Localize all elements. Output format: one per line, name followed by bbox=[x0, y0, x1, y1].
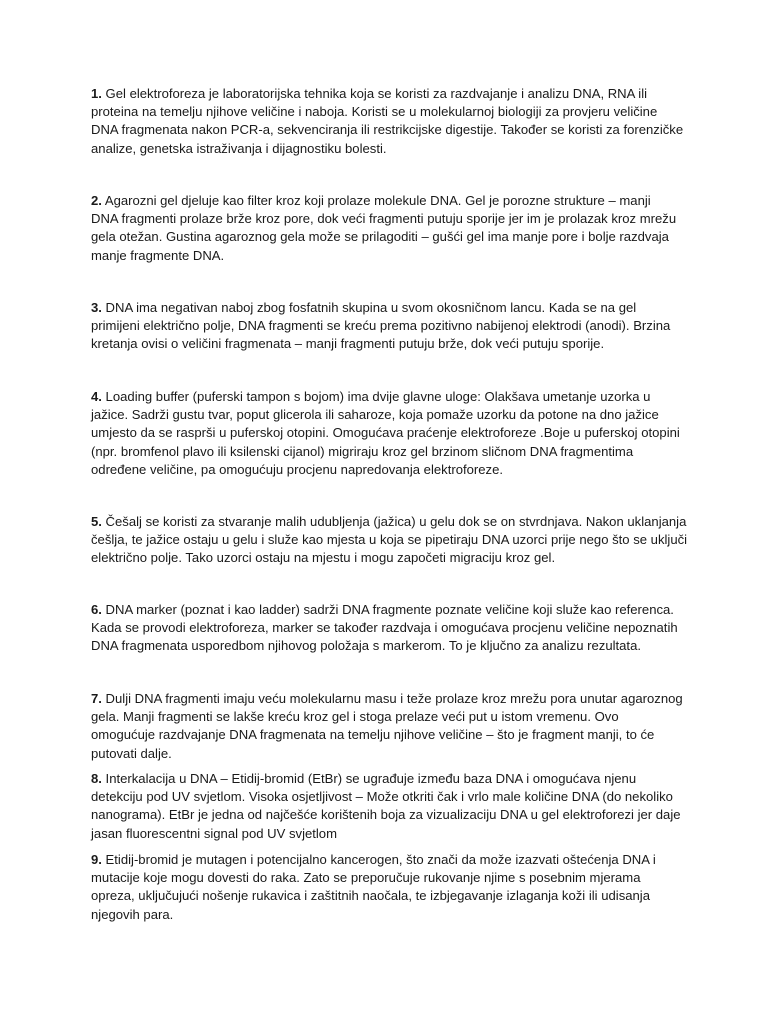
text-line: jasan fluorescentni signal pod UV svjetlom bbox=[91, 825, 338, 841]
text-line: opreza, uključujući nošenje rukavica i zaštitnih naočala, te izbjegavanje izlaganja koži ili udisanja bbox=[91, 888, 650, 904]
paragraph-9 bbox=[91, 851, 656, 924]
text-line: mutacije koje mogu dovesti do raka. Zato se preporučuje rukovanje njime s posebnim mjerama bbox=[91, 870, 641, 886]
text-line: DNA marker (poznat i kao ladder) sadrži DNA fragmente poznate veličine koji služe kao referenca. bbox=[101, 602, 674, 617]
text-line: analize, genetska istraživanja i dijagnostiku bolesti. bbox=[91, 140, 387, 156]
text-line: DNA fragmenti prolaze brže kroz pore, dok veći fragmenti putuju sporije jer im je prolazak kroz mrežu bbox=[91, 211, 677, 227]
text-line: Agarozni gel djeluje kao filter kroz koji prolaze molekule DNA. Gel je porozne strukture – manji bbox=[101, 193, 651, 208]
text-line: DNA fragmenata nakon PCR-a, sekvenciranja ili restrikcijske digestije. Također se koristi za forenzičke bbox=[91, 122, 684, 138]
paragraph-number: 6. bbox=[91, 602, 102, 617]
text-line: gela. Manji fragmenti se lakše kreću kroz gel i stoga prelaze veći put u istom vremenu. Ovo bbox=[91, 709, 619, 725]
text-line: određene veličine, pa omogućuju procjenu napredovanja elektroforeze. bbox=[91, 461, 503, 477]
paragraph-number: 7. bbox=[91, 691, 102, 706]
text-line: gela otežan. Gustina agaroznog gela može se prilagoditi – gušći gel ima manje pore i bolje razdvaja bbox=[91, 229, 669, 245]
paragraph-number: 9. bbox=[91, 852, 102, 867]
text-line: Interkalacija u DNA – Etidij-bromid (EtBr) se ugrađuje između baza DNA i omogućava njenu bbox=[101, 771, 637, 786]
text-line: češlja, te jažice ostaju u gelu i služe kao mjesta u koja se pipetiraju DNA uzorci prije nego što se uključi bbox=[91, 532, 688, 548]
text-line: putovati dalje. bbox=[91, 745, 172, 761]
text-line: primijeni električno polje, DNA fragmenti se kreću prema pozitivno nabijenoj elektrodi (anodi). Brzina bbox=[91, 318, 671, 334]
paragraph-6 bbox=[91, 601, 678, 656]
text-line: proteina na temelju njihove veličine i naboja. Koristi se u molekularnoj biologiji za provjeru veličine bbox=[91, 104, 658, 120]
text-line: DNA ima negativan naboj zbog fosfatnih skupina u svom okosničnom lancu. Kada se na gel bbox=[101, 300, 637, 315]
paragraph-number: 5. bbox=[91, 514, 102, 529]
text-line: DNA fragmenata usporedbom njihovog položaja s markerom. To je ključno za analizu rezultata. bbox=[91, 638, 641, 654]
text-line: Gel elektroforeza je laboratorijska tehnika koja se koristi za razdvajanje i analizu DNA, RNA ili bbox=[101, 86, 648, 101]
text-line: njegovih para. bbox=[91, 906, 174, 922]
paragraph-3 bbox=[91, 299, 670, 354]
text-line: nanograma). EtBr je jedna od najčešće korištenih boja za vizualizaciju DNA u gel elektroforezi jer daje bbox=[91, 807, 681, 823]
text-line: Češalj se koristi za stvaranje malih udubljenja (jažica) u gelu dok se on stvrdnjava. Nakon uklanjanja bbox=[101, 514, 687, 529]
text-line: (npr. bromfenol plavo ili ksilenski cijanol) migriraju kroz gel brzinom sličnom DNA fragmentima bbox=[91, 443, 634, 459]
text-line: Etidij-bromid je mutagen i potencijalno kancerogen, što znači da može izazvati oštećenja DNA i bbox=[101, 852, 656, 867]
text-line: kretanja ovisi o veličini fragmenata – manji fragmenti putuju brže, dok veći putuju sporije. bbox=[91, 336, 605, 352]
text-line: umjesto da se rasprši u puferskoj otopini. Omogućava praćenje elektroforeze .Boje u puferskoj otopini bbox=[91, 425, 680, 441]
paragraph-number: 2. bbox=[91, 193, 102, 208]
text-line: detekciju pod UV svjetlom. Visoka osjetljivost – Može otkriti čak i vrlo male količine DNA (do nekoliko bbox=[91, 789, 673, 805]
paragraph-5 bbox=[91, 513, 687, 568]
text-line: jažice. Sadrži gustu tvar, poput glicerola ili saharoze, koja pomaže uzorku da potone na dno jažice bbox=[91, 407, 659, 423]
paragraph-8 bbox=[91, 770, 681, 843]
paragraph-7 bbox=[91, 690, 683, 763]
text-line: Loading buffer (puferski tampon s bojom) ima dvije glavne uloge: Olakšava umetanje uzorka u bbox=[101, 389, 651, 404]
text-line: električno polje. Tako uzorci ostaju na mjestu i mogu započeti migraciju kroz gel. bbox=[91, 550, 556, 566]
paragraph-number: 4. bbox=[91, 389, 102, 404]
paragraph-1 bbox=[91, 85, 683, 158]
paragraph-4 bbox=[91, 388, 680, 479]
text-line: Kada se provodi elektroforeza, marker se također razdvaja i omogućava procjenu veličine nepoznatih bbox=[91, 620, 678, 636]
text-line: Dulji DNA fragmenti imaju veću molekularnu masu i teže prolaze kroz mrežu pora unutar agaroznog bbox=[101, 691, 683, 706]
text-line: omogućuje razdvajanje DNA fragmenata na temelju njihove veličine – što je fragment manji, to će bbox=[91, 727, 655, 743]
paragraph-2 bbox=[91, 192, 676, 265]
paragraph-number: 8. bbox=[91, 771, 102, 786]
paragraph-number: 3. bbox=[91, 300, 102, 315]
paragraph-number: 1. bbox=[91, 86, 102, 101]
text-line: manje fragmente DNA. bbox=[91, 247, 225, 263]
